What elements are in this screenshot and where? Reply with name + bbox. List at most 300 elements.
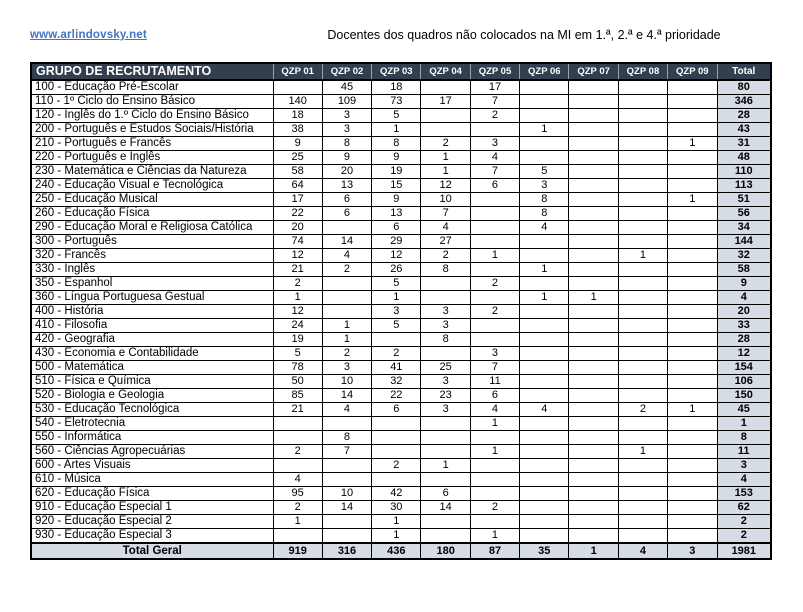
footer-label: Total Geral [31,543,273,559]
row-value-cell [569,431,618,445]
row-value-cell [618,137,667,151]
row-label: 110 - 1º Ciclo do Ensino Básico [31,95,273,109]
table-row [31,361,771,375]
row-value-cell: 23 [421,389,470,403]
row-total-cell: 51 [717,193,771,207]
row-value-cell [421,473,470,487]
row-value-cell: 6 [470,179,519,193]
row-total-cell: 8 [717,431,771,445]
row-value-cell: 2 [322,347,371,361]
table-row [31,137,771,151]
row-value-cell: 8 [520,193,569,207]
row-value-cell [520,305,569,319]
row-label: 240 - Educação Visual e Tecnológica [31,179,273,193]
row-total-cell: 4 [717,473,771,487]
row-value-cell [618,305,667,319]
footer-value-cell: 35 [520,543,569,559]
row-value-cell [668,249,717,263]
row-value-cell: 5 [372,319,421,333]
row-value-cell: 2 [273,277,322,291]
row-value-cell [520,235,569,249]
row-value-cell: 41 [372,361,421,375]
row-label: 520 - Biologia e Geologia [31,389,273,403]
row-value-cell: 2 [470,305,519,319]
row-value-cell: 9 [322,151,371,165]
row-value-cell [668,291,717,305]
row-value-cell [618,263,667,277]
table-row [31,515,771,529]
row-value-cell [372,445,421,459]
row-value-cell [668,235,717,249]
row-value-cell: 8 [322,431,371,445]
row-value-cell: 2 [470,277,519,291]
row-label: 220 - Português e Inglês [31,151,273,165]
row-value-cell [520,501,569,515]
row-value-cell: 25 [273,151,322,165]
row-value-cell: 1 [569,291,618,305]
row-label: 320 - Francês [31,249,273,263]
row-value-cell [520,375,569,389]
row-value-cell [520,515,569,529]
row-value-cell: 6 [322,207,371,221]
row-value-cell: 1 [668,137,717,151]
row-label: 620 - Educação Física [31,487,273,501]
row-label: 350 - Espanhol [31,277,273,291]
row-value-cell [421,529,470,544]
row-value-cell [421,291,470,305]
row-value-cell: 14 [322,235,371,249]
row-total-cell: 48 [717,151,771,165]
row-total-cell: 12 [717,347,771,361]
row-value-cell [668,123,717,137]
table-head-row [31,63,771,80]
column-header: QZP 01 [273,63,322,80]
row-value-cell [273,459,322,473]
row-value-cell [618,319,667,333]
recruitment-table [30,62,772,560]
row-value-cell [618,235,667,249]
row-value-cell: 17 [421,95,470,109]
table-row [31,165,771,179]
row-value-cell: 1 [520,263,569,277]
row-value-cell: 4 [520,221,569,235]
row-value-cell: 2 [372,347,421,361]
row-total-cell: 45 [717,403,771,417]
row-value-cell: 2 [470,501,519,515]
row-value-cell [618,473,667,487]
row-value-cell: 2 [273,501,322,515]
row-label: 400 - História [31,305,273,319]
row-value-cell: 1 [372,529,421,544]
row-total-cell: 4 [717,291,771,305]
row-value-cell [569,207,618,221]
row-value-cell: 1 [470,249,519,263]
row-value-cell [520,333,569,347]
row-value-cell: 1 [668,193,717,207]
row-value-cell [273,80,322,95]
table-row [31,207,771,221]
row-value-cell [569,249,618,263]
website-link[interactable]: www.arlindovsky.net [30,29,147,41]
row-value-cell [520,80,569,95]
row-value-cell [273,417,322,431]
row-total-cell: 34 [717,221,771,235]
row-total-cell: 11 [717,445,771,459]
row-value-cell [668,179,717,193]
row-value-cell: 1 [372,515,421,529]
column-header: QZP 02 [322,63,371,80]
row-value-cell: 109 [322,95,371,109]
row-value-cell: 22 [273,207,322,221]
row-value-cell [569,151,618,165]
row-value-cell: 1 [421,165,470,179]
row-value-cell: 8 [421,333,470,347]
row-value-cell [618,277,667,291]
row-label: 230 - Matemática e Ciências da Natureza [31,165,273,179]
row-value-cell [668,207,717,221]
row-value-cell [569,333,618,347]
row-total-cell: 31 [717,137,771,151]
row-value-cell: 4 [421,221,470,235]
row-total-cell: 9 [717,277,771,291]
row-value-cell: 1 [273,291,322,305]
column-header: QZP 06 [520,63,569,80]
row-label: 210 - Português e Francês [31,137,273,151]
footer-value-cell: 1 [569,543,618,559]
row-value-cell: 3 [421,403,470,417]
row-value-cell [668,445,717,459]
row-value-cell [668,417,717,431]
row-value-cell: 24 [273,319,322,333]
row-value-cell: 2 [421,249,470,263]
row-label: 120 - Inglês do 1.º Ciclo do Ensino Básico [31,109,273,123]
table-row [31,459,771,473]
row-value-cell: 6 [322,193,371,207]
row-value-cell [520,347,569,361]
row-value-cell: 42 [372,487,421,501]
table-row [31,109,771,123]
row-value-cell [520,151,569,165]
row-value-cell [618,333,667,347]
row-value-cell: 3 [322,123,371,137]
row-value-cell [618,417,667,431]
row-value-cell: 1 [372,291,421,305]
row-value-cell [569,80,618,95]
row-value-cell: 14 [322,389,371,403]
row-value-cell [668,221,717,235]
row-value-cell [569,95,618,109]
footer-total-cell: 1981 [717,543,771,559]
row-value-cell [569,305,618,319]
row-value-cell [618,347,667,361]
row-total-cell: 2 [717,529,771,544]
table-body [31,80,771,543]
row-total-cell: 150 [717,389,771,403]
row-value-cell: 2 [421,137,470,151]
row-value-cell [668,375,717,389]
row-label: 260 - Educação Física [31,207,273,221]
row-value-cell: 6 [421,487,470,501]
row-value-cell [668,277,717,291]
row-value-cell: 4 [470,151,519,165]
row-value-cell [618,95,667,109]
row-label: 200 - Português e Estudos Sociais/História [31,123,273,137]
row-value-cell [470,515,519,529]
table-row [31,80,771,95]
row-value-cell: 22 [372,389,421,403]
table-row [31,151,771,165]
table-row [31,501,771,515]
row-value-cell: 4 [273,473,322,487]
row-value-cell [618,375,667,389]
row-value-cell [421,515,470,529]
row-value-cell: 2 [618,403,667,417]
row-value-cell: 50 [273,375,322,389]
row-total-cell: 154 [717,361,771,375]
row-value-cell [618,80,667,95]
row-value-cell [569,529,618,544]
row-total-cell: 56 [717,207,771,221]
row-label: 290 - Educação Moral e Religiosa Católica [31,221,273,235]
row-value-cell [520,445,569,459]
row-value-cell: 74 [273,235,322,249]
table-row [31,487,771,501]
row-total-cell: 33 [717,319,771,333]
row-value-cell: 1 [470,417,519,431]
row-value-cell [421,109,470,123]
row-value-cell [618,151,667,165]
row-value-cell [520,529,569,544]
row-value-cell [618,291,667,305]
row-value-cell: 1 [470,445,519,459]
row-value-cell [569,235,618,249]
row-label: 540 - Eletrotecnia [31,417,273,431]
row-value-cell: 4 [322,249,371,263]
row-value-cell: 9 [273,137,322,151]
row-value-cell [470,207,519,221]
row-value-cell [569,515,618,529]
row-label: 300 - Português [31,235,273,249]
row-label: 610 - Música [31,473,273,487]
row-total-cell: 106 [717,375,771,389]
row-value-cell [372,473,421,487]
table-row [31,403,771,417]
row-value-cell [668,263,717,277]
row-value-cell: 5 [372,277,421,291]
row-value-cell [569,445,618,459]
column-header: GRUPO DE RECRUTAMENTO [31,63,273,80]
row-value-cell [520,95,569,109]
row-value-cell: 8 [520,207,569,221]
row-value-cell [569,403,618,417]
row-value-cell [421,417,470,431]
row-value-cell: 7 [322,445,371,459]
row-value-cell: 1 [470,529,519,544]
row-value-cell: 1 [421,459,470,473]
row-value-cell: 27 [421,235,470,249]
row-value-cell [668,347,717,361]
row-value-cell: 20 [322,165,371,179]
table-row [31,445,771,459]
row-value-cell [668,151,717,165]
row-value-cell: 2 [470,109,519,123]
row-value-cell [569,417,618,431]
row-value-cell: 26 [372,263,421,277]
row-total-cell: 62 [717,501,771,515]
table-row [31,235,771,249]
row-value-cell [618,389,667,403]
page-title: Docentes dos quadros não colocados na MI em 1.ª, 2.ª e 4.ª prioridade [327,28,721,42]
row-value-cell [520,361,569,375]
row-value-cell [520,417,569,431]
table-row [31,193,771,207]
row-value-cell: 12 [421,179,470,193]
row-value-cell: 1 [322,319,371,333]
row-value-cell [569,137,618,151]
table-row [31,333,771,347]
row-value-cell [520,431,569,445]
table-row [31,95,771,109]
table-row [31,389,771,403]
row-value-cell [520,137,569,151]
footer-value-cell: 3 [668,543,717,559]
row-value-cell: 1 [668,403,717,417]
column-header: QZP 04 [421,63,470,80]
row-total-cell: 32 [717,249,771,263]
row-value-cell: 85 [273,389,322,403]
row-label: 930 - Educação Especial 3 [31,529,273,544]
row-value-cell [668,319,717,333]
row-value-cell: 4 [520,403,569,417]
table-row [31,305,771,319]
row-label: 360 - Língua Portuguesa Gestual [31,291,273,305]
row-value-cell [668,165,717,179]
row-value-cell [618,361,667,375]
row-value-cell: 14 [322,501,371,515]
row-value-cell [520,319,569,333]
row-value-cell [520,109,569,123]
row-value-cell [322,417,371,431]
row-total-cell: 2 [717,515,771,529]
row-value-cell: 8 [372,137,421,151]
row-value-cell: 21 [273,263,322,277]
row-value-cell: 64 [273,179,322,193]
row-value-cell [668,515,717,529]
row-value-cell [322,529,371,544]
row-value-cell: 11 [470,375,519,389]
row-value-cell [470,473,519,487]
table-footer-row [31,543,771,559]
row-value-cell [618,487,667,501]
row-total-cell: 28 [717,109,771,123]
table-row [31,249,771,263]
footer-value-cell: 436 [372,543,421,559]
row-label: 500 - Matemática [31,361,273,375]
row-value-cell [273,529,322,544]
table-row [31,179,771,193]
row-total-cell: 1 [717,417,771,431]
row-value-cell [569,123,618,137]
row-total-cell: 43 [717,123,771,137]
row-value-cell: 25 [421,361,470,375]
row-value-cell [470,193,519,207]
row-value-cell [569,277,618,291]
row-label: 530 - Educação Tecnológica [31,403,273,417]
row-value-cell [470,221,519,235]
table-row [31,263,771,277]
footer-value-cell: 180 [421,543,470,559]
row-value-cell [520,459,569,473]
row-value-cell: 95 [273,487,322,501]
row-value-cell [569,473,618,487]
row-value-cell: 1 [273,515,322,529]
row-value-cell [421,277,470,291]
table-row [31,375,771,389]
row-value-cell [421,80,470,95]
row-value-cell [668,431,717,445]
row-value-cell [618,431,667,445]
row-value-cell: 6 [470,389,519,403]
row-value-cell: 12 [273,249,322,263]
row-value-cell: 10 [322,487,371,501]
row-value-cell [618,179,667,193]
row-value-cell: 3 [421,375,470,389]
row-value-cell [520,487,569,501]
row-value-cell [668,95,717,109]
row-value-cell [520,249,569,263]
row-value-cell: 9 [372,151,421,165]
row-value-cell: 21 [273,403,322,417]
footer-value-cell: 316 [322,543,371,559]
row-value-cell: 58 [273,165,322,179]
row-value-cell: 3 [372,305,421,319]
row-value-cell: 1 [421,151,470,165]
row-value-cell [618,501,667,515]
row-value-cell [668,501,717,515]
table-row [31,473,771,487]
row-value-cell: 5 [520,165,569,179]
row-value-cell [322,305,371,319]
row-label: 560 - Ciências Agropecuárias [31,445,273,459]
row-value-cell: 29 [372,235,421,249]
row-value-cell: 10 [322,375,371,389]
row-value-cell [618,221,667,235]
table-row [31,277,771,291]
row-value-cell [322,459,371,473]
row-value-cell [322,277,371,291]
row-label: 550 - Informática [31,431,273,445]
table-row [31,221,771,235]
row-value-cell [322,473,371,487]
row-value-cell: 7 [470,165,519,179]
column-header: QZP 03 [372,63,421,80]
row-value-cell [421,445,470,459]
row-value-cell [470,263,519,277]
row-total-cell: 20 [717,305,771,319]
row-value-cell [569,221,618,235]
row-value-cell [569,319,618,333]
row-value-cell: 3 [322,361,371,375]
row-value-cell: 1 [322,333,371,347]
row-value-cell: 45 [322,80,371,95]
table-row [31,291,771,305]
row-value-cell: 4 [322,403,371,417]
row-value-cell: 17 [273,193,322,207]
row-value-cell: 2 [273,445,322,459]
row-value-cell: 18 [273,109,322,123]
row-value-cell: 7 [470,361,519,375]
table-row [31,431,771,445]
